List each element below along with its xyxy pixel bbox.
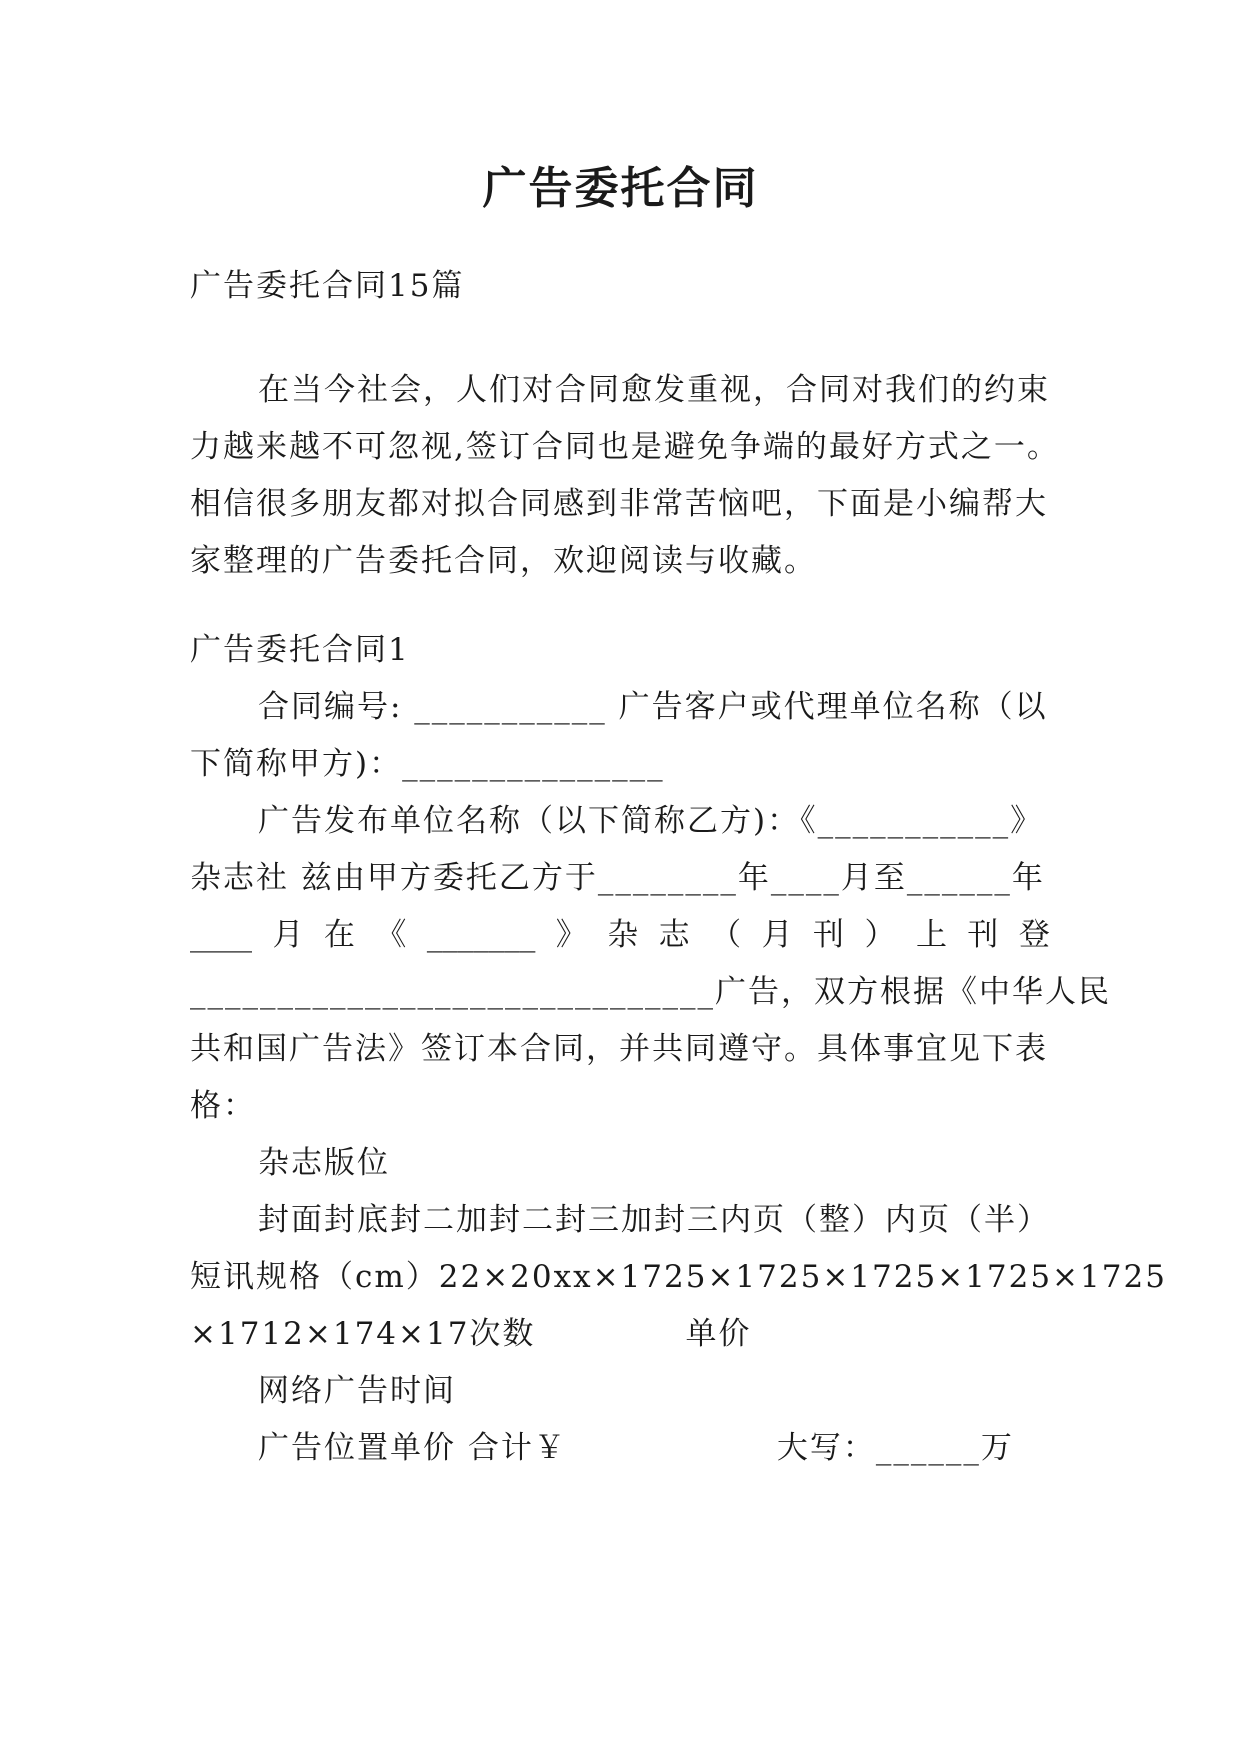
intro-line-1: 在当今社会，人们对合同愈发重视，合同对我们的约束 (258, 372, 1050, 408)
text-segment: ×1712×174×17次数 (190, 1316, 536, 1352)
text-segment: 在 (323, 917, 355, 953)
contract-line-12 (190, 1314, 751, 1354)
contract-line-6: ______________________________广告，双方根据《中华人民 (190, 974, 1111, 1010)
text-segment: （ (710, 917, 742, 953)
text-segment: 刊 (967, 917, 999, 953)
document-title: 广告委托合同 (482, 163, 759, 214)
text-segment: 上 (915, 917, 947, 953)
text-segment: 月 (761, 917, 793, 953)
contract-line-9: 杂志版位 (258, 1145, 390, 1181)
intro-line-3: 相信很多朋友都对拟合同感到非常苦恼吧，下面是小编帮大 (190, 486, 1048, 522)
contract-line-3: 广告发布单位名称（以下简称乙方)：《___________》 (258, 803, 1044, 839)
contract-line-13: 网络广告时间 (258, 1373, 456, 1409)
text-segment: ____ (190, 917, 252, 953)
text-segment: 刊 (813, 917, 845, 953)
text-segment: _______ (426, 917, 536, 953)
contract-line-14 (258, 1428, 1014, 1468)
text-segment: 广告位置单价 合计￥ (258, 1430, 567, 1466)
contract-line-10: 封面封底封二加封二封三加封三内页（整）内页（半） (258, 1202, 1050, 1238)
section-title: 广告委托合同1 (190, 632, 410, 668)
contract-line-8: 格： (190, 1088, 256, 1124)
text-segment: 登 (1018, 917, 1050, 953)
text-segment: 志 (658, 917, 690, 953)
contract-line-7: 共和国广告法》签订本合同，并共同遵守。具体事宜见下表 (190, 1031, 1048, 1067)
text-segment: ） (864, 917, 896, 953)
text-segment: 大写：______万 (776, 1430, 1014, 1466)
contract-line-1: 合同编号: ___________ 广告客户或代理单位名称（以 (258, 689, 1048, 725)
contract-line-5 (190, 915, 1050, 955)
text-segment: 月 (272, 917, 304, 953)
text-segment: 杂 (607, 917, 639, 953)
document-subtitle: 广告委托合同15篇 (190, 268, 465, 304)
intro-line-2: 力越来越不可忽视,签订合同也是避免争端的最好方式之一。 (190, 429, 1060, 465)
intro-line-4: 家整理的广告委托合同，欢迎阅读与收藏。 (190, 543, 817, 579)
text-segment: 单价 (685, 1316, 752, 1352)
contract-line-4: 杂志社 兹由甲方委托乙方于________年____月至______年 (190, 860, 1045, 896)
contract-line-11: 短讯规格（cm）22×20xx×1725×1725×1725×1725×1725 (190, 1259, 1167, 1295)
contract-line-2: 下简称甲方)：_______________ (190, 746, 665, 782)
text-segment: 《 (375, 917, 407, 953)
text-segment: 》 (555, 917, 587, 953)
